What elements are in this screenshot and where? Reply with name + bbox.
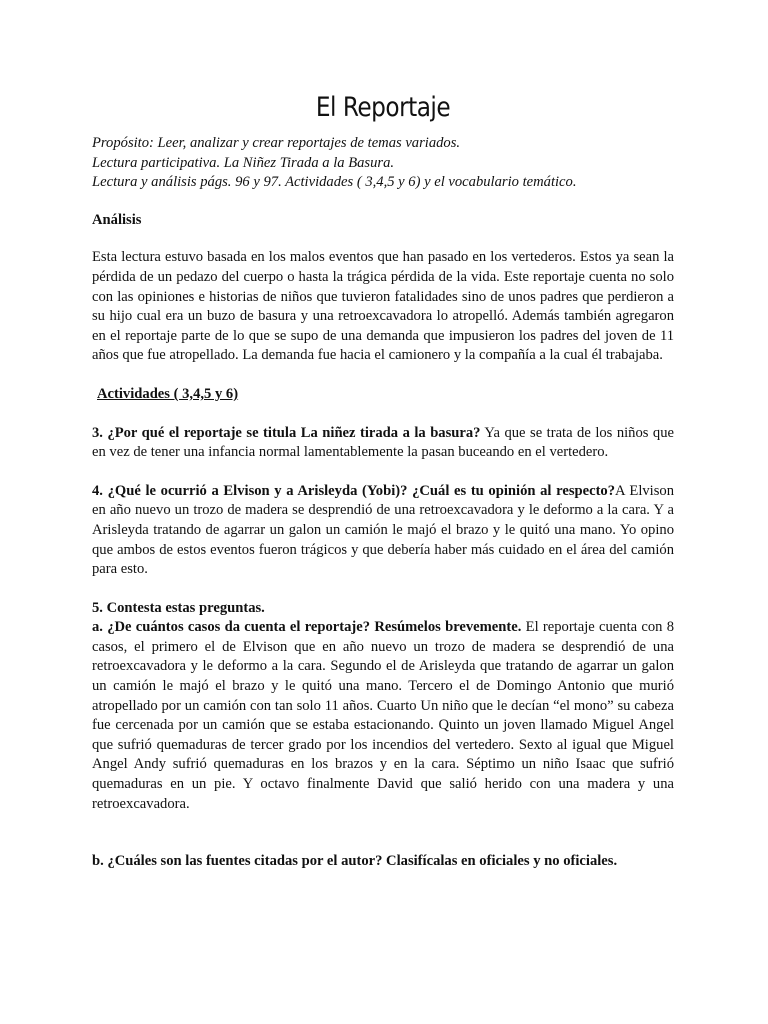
purpose-line: Propósito: Leer, analizar y crear reportajes de temas variados. [92, 135, 461, 151]
question-4 [92, 482, 674, 580]
question-4-text: 4. ¿Qué le ocurrió a Elvison y a Arisleyda (Yobi)? ¿Cuál es tu opinión al respecto? [92, 482, 616, 499]
pages-line: Lectura y análisis págs. 96 y 97. Actividades ( 3,4,5 y 6) y el vocabulario temático. [92, 174, 577, 191]
document-page [92, 88, 674, 872]
question-3 [92, 424, 674, 463]
question-3-answer: Ya que se trata de los niños que en vez de tener una infancia normal lamentablemente la pasan buceando en el vertedero. [92, 424, 675, 461]
reading-line: Lectura participativa. La Niñez Tirada a la Basura. [92, 154, 395, 171]
question-5b [92, 852, 674, 872]
question-4-answer: A Elvison en año nuevo un trozo de madera se desprendió de una retroexcavadora y le deformo a la cara. Y a Arisleyda tratando de agarrar un galon un camión le majó el brazo y le quitó una mano. Yo opino que ambos de estos eventos fueron trágicos y que debería haber más cuidado en el área del camión para esto. [92, 482, 675, 578]
analysis-paragraph: Esta lectura estuvo basada en los malos eventos que han pasado en los vertederos. Estos ya sean la pérdida de un pedazo del cuerpo o hasta la trágica pérdida de la vida. Este reportaje cuenta no solo con las opiniones e historias de niños que tuvieron fatalidades sino de unos padres que perdieron a su hijo cual era un buzo de basura y una retroexcavadora lo atropelló. Además también agregaron en el reportaje parte de lo que se supo de una demanda que impusieron los padres del joven de 11 años que fue atropellado. La demanda fue hacia el camionero y la compañía a la cual él trabajaba. [92, 249, 674, 364]
question-5b-text: b. ¿Cuáles son las fuentes citadas por el autor? Clasifícalas en oficiales y no oficiales. [92, 853, 618, 870]
question-5a-answer: El reportaje cuenta con 8 casos, el primero el de Elvison que en año nuevo un trozo de madera se desprendió de una retroexcavadora y le deformo a la cara. Segundo el de Arisleyda que tratando de agarrar un galon un camión le majó el brazo y le quitó una mano. Tercero el de Domingo Antonio que murió atropellado por un camión con tan solo 11 años. Cuarto Un niño que le decían “el mono” su cabeza fue cercenada por un camión que se estaba estacionando. Quinto un joven llamado Miguel Angel que sufrió quemaduras de tercer grado por los incendios del vertedero. Sexto al igual que Miguel Angel Andy sufrió quemaduras en los brazos y en la cara. Séptimo un niño Isaac que sufrió quemaduras en un pie. Y octavo finalmente David que salió herido con una madera y una retroexcavadora. [92, 619, 674, 812]
activities-heading: Actividades ( 3,4,5 y 6) [97, 385, 239, 402]
question-5-heading [92, 599, 674, 619]
question-3-text: 3. ¿Por qué el reportaje se titula La niñez tirada a la basura? [92, 424, 481, 441]
question-5-heading-text: 5. Contesta estas preguntas. [92, 599, 265, 616]
document-title: El Reportaje [315, 92, 451, 123]
question-5a [92, 618, 674, 814]
analysis-heading: Análisis [92, 211, 142, 228]
question-5a-text: a. ¿De cuántos casos da cuenta el reportaje? Resúmelos brevemente. [92, 619, 522, 636]
